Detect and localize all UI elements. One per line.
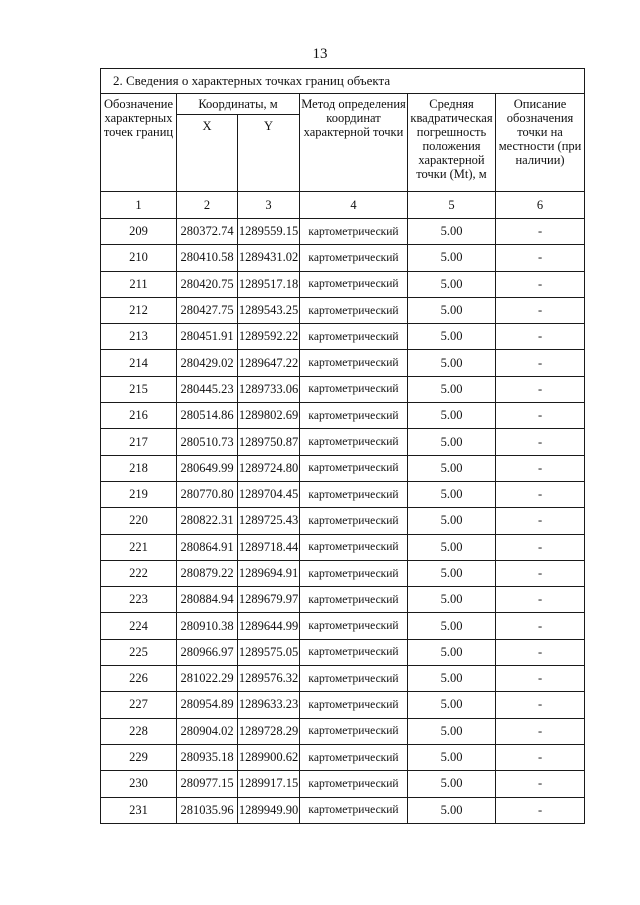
error-cell: 5.00 — [408, 508, 496, 534]
header-description: Описание обозначения точки на местности (при наличии) — [496, 94, 585, 192]
description-cell: - — [496, 376, 585, 402]
method-cell: картометрический — [300, 613, 408, 639]
header-y: Y — [238, 115, 300, 192]
x-coordinate-cell: 280884.94 — [177, 587, 238, 613]
table-row — [101, 508, 585, 534]
description-cell: - — [496, 692, 585, 718]
y-coordinate-cell: 1289900.62 — [238, 744, 300, 770]
description-cell: - — [496, 771, 585, 797]
column-number: 4 — [300, 192, 408, 219]
header-method: Метод определения координат характерной точки — [300, 94, 408, 192]
y-coordinate-cell: 1289725.43 — [238, 508, 300, 534]
error-cell: 5.00 — [408, 560, 496, 586]
x-coordinate-cell: 280372.74 — [177, 219, 238, 245]
x-coordinate-cell: 280966.97 — [177, 639, 238, 665]
x-coordinate-cell: 280904.02 — [177, 718, 238, 744]
y-coordinate-cell: 1289592.22 — [238, 324, 300, 350]
column-number: 1 — [101, 192, 177, 219]
boundary-points-table — [100, 68, 585, 824]
y-coordinate-cell: 1289575.05 — [238, 639, 300, 665]
error-cell: 5.00 — [408, 613, 496, 639]
section-title: 2. Сведения о характерных точках границ объекта — [101, 69, 585, 94]
table-row — [101, 744, 585, 770]
x-coordinate-cell: 280649.99 — [177, 455, 238, 481]
table-row — [101, 534, 585, 560]
description-cell: - — [496, 508, 585, 534]
error-cell: 5.00 — [408, 219, 496, 245]
table-row — [101, 481, 585, 507]
error-cell: 5.00 — [408, 587, 496, 613]
description-cell: - — [496, 613, 585, 639]
error-cell: 5.00 — [408, 455, 496, 481]
y-coordinate-cell: 1289647.22 — [238, 350, 300, 376]
x-coordinate-cell: 280445.23 — [177, 376, 238, 402]
point-id-cell: 219 — [101, 481, 177, 507]
y-coordinate-cell: 1289543.25 — [238, 297, 300, 323]
method-cell: картометрический — [300, 797, 408, 823]
method-cell: картометрический — [300, 219, 408, 245]
y-coordinate-cell: 1289802.69 — [238, 403, 300, 429]
error-cell: 5.00 — [408, 376, 496, 402]
x-coordinate-cell: 280427.75 — [177, 297, 238, 323]
method-cell: картометрический — [300, 639, 408, 665]
method-cell: картометрический — [300, 587, 408, 613]
x-coordinate-cell: 280510.73 — [177, 429, 238, 455]
point-id-cell: 211 — [101, 271, 177, 297]
table-row — [101, 376, 585, 402]
table-row — [101, 219, 585, 245]
point-id-cell: 231 — [101, 797, 177, 823]
x-coordinate-cell: 280954.89 — [177, 692, 238, 718]
point-id-cell: 228 — [101, 718, 177, 744]
point-id-cell: 222 — [101, 560, 177, 586]
x-coordinate-cell: 280910.38 — [177, 613, 238, 639]
method-cell: картометрический — [300, 560, 408, 586]
point-id-cell: 218 — [101, 455, 177, 481]
error-cell: 5.00 — [408, 639, 496, 665]
description-cell: - — [496, 245, 585, 271]
y-coordinate-cell: 1289917.15 — [238, 771, 300, 797]
table-row — [101, 271, 585, 297]
point-id-cell: 227 — [101, 692, 177, 718]
error-cell: 5.00 — [408, 692, 496, 718]
y-coordinate-cell: 1289718.44 — [238, 534, 300, 560]
description-cell: - — [496, 666, 585, 692]
table-row — [101, 560, 585, 586]
method-cell: картометрический — [300, 508, 408, 534]
point-id-cell: 215 — [101, 376, 177, 402]
description-cell: - — [496, 639, 585, 665]
table-row — [101, 613, 585, 639]
x-coordinate-cell: 280977.15 — [177, 771, 238, 797]
section-title-row — [101, 69, 585, 94]
y-coordinate-cell: 1289576.32 — [238, 666, 300, 692]
method-cell: картометрический — [300, 744, 408, 770]
point-id-cell: 224 — [101, 613, 177, 639]
description-cell: - — [496, 219, 585, 245]
header-coordinates: Координаты, м — [177, 94, 300, 115]
point-id-cell: 225 — [101, 639, 177, 665]
header-x: X — [177, 115, 238, 192]
table-row — [101, 324, 585, 350]
description-cell: - — [496, 797, 585, 823]
description-cell: - — [496, 455, 585, 481]
y-coordinate-cell: 1289679.97 — [238, 587, 300, 613]
point-id-cell: 216 — [101, 403, 177, 429]
y-coordinate-cell: 1289724.80 — [238, 455, 300, 481]
x-coordinate-cell: 281035.96 — [177, 797, 238, 823]
description-cell: - — [496, 350, 585, 376]
x-coordinate-cell: 280770.80 — [177, 481, 238, 507]
error-cell: 5.00 — [408, 271, 496, 297]
method-cell: картометрический — [300, 534, 408, 560]
method-cell: картометрический — [300, 771, 408, 797]
y-coordinate-cell: 1289517.18 — [238, 271, 300, 297]
description-cell: - — [496, 587, 585, 613]
error-cell: 5.00 — [408, 718, 496, 744]
y-coordinate-cell: 1289733.06 — [238, 376, 300, 402]
point-id-cell: 230 — [101, 771, 177, 797]
description-cell: - — [496, 534, 585, 560]
column-number: 2 — [177, 192, 238, 219]
table-row — [101, 797, 585, 823]
error-cell: 5.00 — [408, 744, 496, 770]
point-id-cell: 212 — [101, 297, 177, 323]
x-coordinate-cell: 280935.18 — [177, 744, 238, 770]
table-row — [101, 429, 585, 455]
method-cell: картометрический — [300, 692, 408, 718]
column-number-row — [101, 192, 585, 219]
x-coordinate-cell: 280429.02 — [177, 350, 238, 376]
error-cell: 5.00 — [408, 534, 496, 560]
y-coordinate-cell: 1289949.90 — [238, 797, 300, 823]
column-number: 3 — [238, 192, 300, 219]
description-cell: - — [496, 560, 585, 586]
method-cell: картометрический — [300, 666, 408, 692]
error-cell: 5.00 — [408, 771, 496, 797]
table-row — [101, 403, 585, 429]
x-coordinate-cell: 280879.22 — [177, 560, 238, 586]
point-id-cell: 221 — [101, 534, 177, 560]
point-id-cell: 213 — [101, 324, 177, 350]
y-coordinate-cell: 1289728.29 — [238, 718, 300, 744]
y-coordinate-cell: 1289633.23 — [238, 692, 300, 718]
method-cell: картометрический — [300, 481, 408, 507]
method-cell: картометрический — [300, 376, 408, 402]
point-id-cell: 223 — [101, 587, 177, 613]
y-coordinate-cell: 1289704.45 — [238, 481, 300, 507]
error-cell: 5.00 — [408, 481, 496, 507]
column-number: 6 — [496, 192, 585, 219]
y-coordinate-cell: 1289431.02 — [238, 245, 300, 271]
table-row — [101, 639, 585, 665]
error-cell: 5.00 — [408, 666, 496, 692]
method-cell: картометрический — [300, 297, 408, 323]
description-cell: - — [496, 403, 585, 429]
table-row — [101, 587, 585, 613]
table-row — [101, 350, 585, 376]
point-id-cell: 229 — [101, 744, 177, 770]
table-body — [101, 219, 585, 824]
table-row — [101, 692, 585, 718]
y-coordinate-cell: 1289644.99 — [238, 613, 300, 639]
method-cell: картометрический — [300, 403, 408, 429]
table-row — [101, 245, 585, 271]
x-coordinate-cell: 280822.31 — [177, 508, 238, 534]
point-id-cell: 209 — [101, 219, 177, 245]
error-cell: 5.00 — [408, 429, 496, 455]
error-cell: 5.00 — [408, 350, 496, 376]
method-cell: картометрический — [300, 455, 408, 481]
y-coordinate-cell: 1289750.87 — [238, 429, 300, 455]
method-cell: картометрический — [300, 271, 408, 297]
x-coordinate-cell: 280420.75 — [177, 271, 238, 297]
method-cell: картометрический — [300, 245, 408, 271]
page-number: 13 — [312, 46, 328, 62]
table-row — [101, 771, 585, 797]
x-coordinate-cell: 280410.58 — [177, 245, 238, 271]
method-cell: картометрический — [300, 324, 408, 350]
description-cell: - — [496, 429, 585, 455]
description-cell: - — [496, 271, 585, 297]
x-coordinate-cell: 280864.91 — [177, 534, 238, 560]
description-cell: - — [496, 744, 585, 770]
method-cell: картометрический — [300, 350, 408, 376]
description-cell: - — [496, 324, 585, 350]
error-cell: 5.00 — [408, 797, 496, 823]
method-cell: картометрический — [300, 429, 408, 455]
y-coordinate-cell: 1289694.91 — [238, 560, 300, 586]
column-number: 5 — [408, 192, 496, 219]
point-id-cell: 220 — [101, 508, 177, 534]
table-row — [101, 297, 585, 323]
error-cell: 5.00 — [408, 324, 496, 350]
y-coordinate-cell: 1289559.15 — [238, 219, 300, 245]
header-error: Средняя квадратическая погрешность положения характерной точки (Mt), м — [408, 94, 496, 192]
description-cell: - — [496, 718, 585, 744]
header-row — [101, 94, 585, 115]
point-id-cell: 217 — [101, 429, 177, 455]
point-id-cell: 226 — [101, 666, 177, 692]
x-coordinate-cell: 280451.91 — [177, 324, 238, 350]
error-cell: 5.00 — [408, 403, 496, 429]
point-id-cell: 210 — [101, 245, 177, 271]
point-id-cell: 214 — [101, 350, 177, 376]
table-row — [101, 666, 585, 692]
x-coordinate-cell: 280514.86 — [177, 403, 238, 429]
method-cell: картометрический — [300, 718, 408, 744]
header-designation: Обозначение характерных точек границ — [101, 94, 177, 192]
error-cell: 5.00 — [408, 245, 496, 271]
x-coordinate-cell: 281022.29 — [177, 666, 238, 692]
description-cell: - — [496, 297, 585, 323]
table-row — [101, 718, 585, 744]
description-cell: - — [496, 481, 585, 507]
table-row — [101, 455, 585, 481]
error-cell: 5.00 — [408, 297, 496, 323]
